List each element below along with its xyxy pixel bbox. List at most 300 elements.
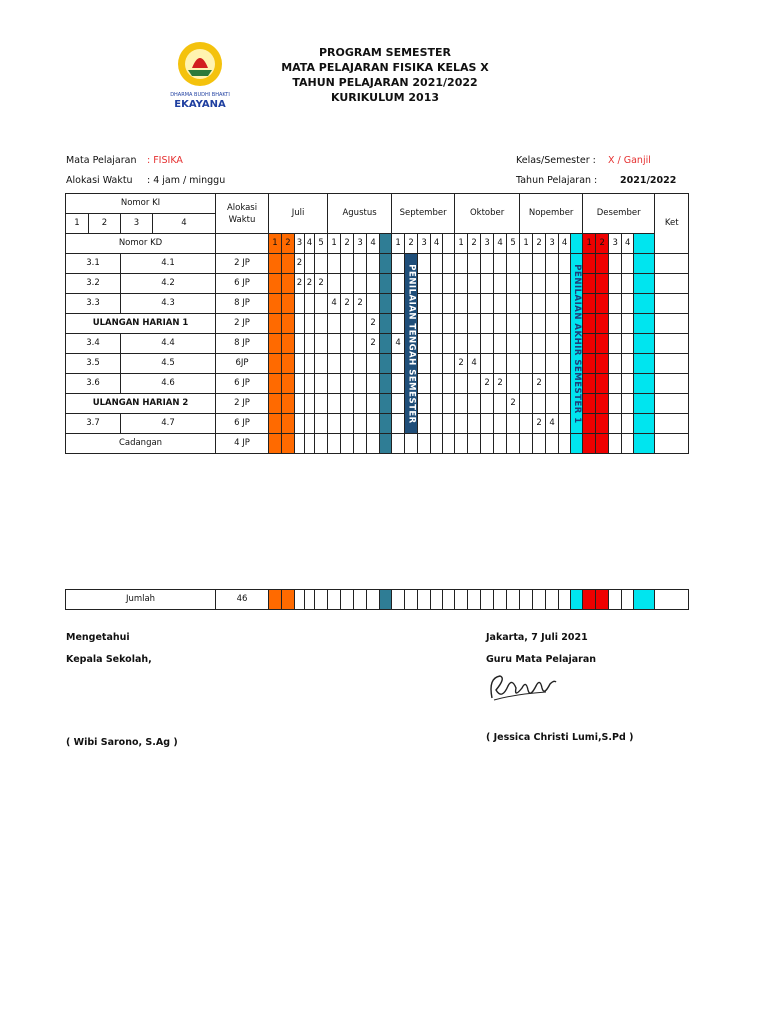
week-cell [282,434,295,454]
week-cell [367,254,380,274]
week-cell [392,274,405,294]
header-row-1 [66,194,689,214]
week-cell [546,294,559,314]
week-cell [328,354,341,374]
week-cell [596,354,609,374]
week-cell [609,434,622,454]
week-cell [455,334,468,354]
week-cell [431,354,443,374]
week-cell [443,274,455,294]
week-cell [507,354,520,374]
week-cell [431,394,443,414]
week-cell [367,590,380,610]
week-cell [282,334,295,354]
table-row [66,274,689,294]
week-cell: 1 [392,234,405,254]
kd3-cell: 3.2 [66,274,121,294]
week-cell: 2 [455,354,468,374]
week-cell [443,334,455,354]
week-cell [341,374,354,394]
week-cell [546,590,559,610]
week-cell [481,254,494,274]
week-cell [328,434,341,454]
month-header-september: September [392,194,455,234]
school-logo [170,40,230,112]
table-row [66,354,689,374]
month-header-nopember: Nopember [520,194,583,234]
week-cell [609,374,622,394]
kd4-cell: 4.5 [121,354,216,374]
week-cell [380,274,392,294]
week-cell [520,334,533,354]
week-cell [431,294,443,314]
week-cell: 1 [269,234,282,254]
row-label: ULANGAN HARIAN 1 [66,314,216,334]
week-cell [282,254,295,274]
week-cell [328,314,341,334]
week-cell [583,354,596,374]
jumlah-table [65,589,689,610]
week-cell: 2 [295,274,305,294]
week-cell: 4 [494,234,507,254]
week-cell [583,590,596,610]
week-cell [380,354,392,374]
week-cell [443,294,455,314]
week-cell [269,314,282,334]
week-cell [367,414,380,434]
week-cell [392,434,405,454]
jumlah-label: Jumlah [66,590,216,610]
week-cell [315,394,328,414]
week-cell [269,394,282,414]
week-cell: 2 [507,394,520,414]
month-header-juli: Juli [269,194,328,234]
header-subject: MATA PELAJARAN FISIKA KELAS X [281,61,489,74]
week-cell [468,314,481,334]
week-cell: 2 [341,294,354,314]
program-table [65,193,689,454]
week-cell [392,314,405,334]
week-cell: 3 [481,234,494,254]
tahun-value: 2021/2022 [620,175,677,186]
alokasi-cell: 6JP [216,354,269,374]
week-cell [481,414,494,434]
week-cell [546,314,559,334]
alokasi-cell: 2 JP [216,394,269,414]
week-cell [455,434,468,454]
week-cell [431,374,443,394]
week-cell [455,590,468,610]
week-cell [520,314,533,334]
week-cell [533,294,546,314]
week-cell [533,434,546,454]
week-cell [341,334,354,354]
week-cell: 2 [494,374,507,394]
week-cell [269,374,282,394]
kd4-cell: 4.2 [121,274,216,294]
week-cell [295,294,305,314]
ket-cell [655,590,689,610]
week-cell [269,334,282,354]
week-cell [380,394,392,414]
week-cell [507,590,520,610]
week-cell [269,274,282,294]
week-cell [380,590,392,610]
alokasi-cell: 2 JP [216,254,269,274]
week-cell [609,394,622,414]
week-cell [341,590,354,610]
week-cell [546,354,559,374]
week-cell [341,394,354,414]
week-cell [305,254,315,274]
week-cell [282,414,295,434]
alokasi-cell: 8 JP [216,294,269,314]
week-cell [520,394,533,414]
week-cell [559,354,571,374]
week-cell [494,254,507,274]
week-cell [405,590,418,610]
week-cell [380,414,392,434]
alokasi-header: Alokasi Waktu [216,194,269,234]
week-cell [596,374,609,394]
week-cell [634,294,655,314]
week-cell [559,374,571,394]
alokasi-cell: 6 JP [216,374,269,394]
kd3-cell: 3.6 [66,374,121,394]
week-cell [354,414,367,434]
week-cell [559,414,571,434]
week-cell [354,434,367,454]
week-cell [269,434,282,454]
week-cell [315,334,328,354]
week-cell: 4 [392,334,405,354]
week-cell [481,314,494,334]
week-cell: 3 [546,234,559,254]
pts-label: PENILAIAN TENGAH SEMESTER [406,263,417,424]
week-cell: 4 [305,234,315,254]
week-cell [295,374,305,394]
week-cell: 2 [295,254,305,274]
week-cell [507,314,520,334]
ki-1: 1 [66,214,89,234]
week-cell [305,394,315,414]
week-cell [571,434,583,454]
week-cell [520,274,533,294]
week-cell: 1 [520,234,533,254]
week-cell [583,274,596,294]
week-cell [481,294,494,314]
week-cell [455,294,468,314]
week-cell: 3 [295,234,305,254]
week-cell [431,274,443,294]
week-cell [533,314,546,334]
week-cell [622,294,634,314]
table-row [66,414,689,434]
week-cell [367,434,380,454]
alokasi-cell: 4 JP [216,434,269,454]
week-cell: 2 [367,314,380,334]
week-cell [481,334,494,354]
kd3-cell: 3.1 [66,254,121,274]
week-cell [354,374,367,394]
table-row [66,294,689,314]
week-cell [634,434,655,454]
week-cell [354,334,367,354]
header-title: PROGRAM SEMESTER [319,46,451,59]
week-cell [494,590,507,610]
mengetahui-text: Mengetahui [66,632,130,643]
week-cell [468,334,481,354]
week-cell [282,590,295,610]
week-cell [315,374,328,394]
week-cell [341,354,354,374]
week-cell [546,434,559,454]
week-cell [596,590,609,610]
alokasi-cell: 6 JP [216,414,269,434]
ket-cell [655,254,689,274]
week-cell [418,334,431,354]
kd3-cell: 3.7 [66,414,121,434]
week-cell [481,274,494,294]
week-cell [546,394,559,414]
pts-block [405,254,418,434]
week-cell [418,314,431,334]
week-cell: 2 [305,274,315,294]
week-cell [328,414,341,434]
week-cell [295,590,305,610]
alokasi-week-blank [216,234,269,254]
week-cell [622,590,634,610]
week-cell: 4 [468,354,481,374]
month-header-oktober: Oktober [455,194,520,234]
nomor-ki-header: Nomor KI [66,194,216,214]
week-cell [315,254,328,274]
week-cell [494,434,507,454]
week-cell [282,374,295,394]
week-cell: 3 [354,234,367,254]
week-cell [634,414,655,434]
week-cell [315,294,328,314]
week-cell [455,254,468,274]
week-cell [443,254,455,274]
week-cell [622,354,634,374]
week-cell [341,434,354,454]
week-cell: 4 [622,234,634,254]
table-row [66,334,689,354]
week-cell: 4 [367,234,380,254]
week-cell [295,314,305,334]
week-cell [622,414,634,434]
ket-cell [655,334,689,354]
logo-big-text: EKAYANA [174,99,226,110]
week-cell [609,354,622,374]
week-cell [354,590,367,610]
week-cell [634,374,655,394]
week-cell [533,590,546,610]
week-cell [354,394,367,414]
week-cell [354,354,367,374]
week-cell [634,354,655,374]
week-cell [431,334,443,354]
week-cell [559,434,571,454]
ket-cell [655,314,689,334]
week-cell [494,294,507,314]
week-cell [507,294,520,314]
week-cell [315,414,328,434]
place-date: Jakarta, 7 Juli 2021 [486,632,588,643]
week-cell [481,434,494,454]
week-cell [596,254,609,274]
week-cell [609,414,622,434]
week-cell [583,334,596,354]
week-cell [622,434,634,454]
week-cell [609,590,622,610]
week-cell [418,254,431,274]
week-cell [481,354,494,374]
week-cell [622,314,634,334]
week-cell [622,394,634,414]
week-cell [305,434,315,454]
week-cell: 5 [315,234,328,254]
week-cell [295,394,305,414]
week-cell [520,414,533,434]
week-cell: 2 [533,414,546,434]
week-cell [533,394,546,414]
week-cell: 2 [468,234,481,254]
week-cell [380,294,392,314]
week-cell [507,414,520,434]
week-cell [571,234,583,254]
week-cell [622,334,634,354]
week-cell [583,314,596,334]
week-cell [418,274,431,294]
week-cell [354,314,367,334]
week-cell [520,354,533,374]
ket-header: Ket [655,194,689,254]
kd3-cell: 3.4 [66,334,121,354]
week-cell [481,394,494,414]
week-cell [315,314,328,334]
week-cell [494,394,507,414]
week-cell [609,274,622,294]
week-cell [305,374,315,394]
week-cell [583,434,596,454]
week-cell [468,434,481,454]
jumlah-row [66,590,689,610]
week-cell [443,354,455,374]
week-cell [418,414,431,434]
alokasi-value: : 4 jam / minggu [147,175,226,186]
week-cell [546,254,559,274]
week-cell [520,294,533,314]
week-cell [380,334,392,354]
week-cell [305,314,315,334]
week-cell [282,314,295,334]
week-row [66,234,689,254]
week-cell [533,334,546,354]
kelas-label: Kelas/Semester : [516,155,596,166]
week-cell [341,314,354,334]
week-cell [367,274,380,294]
week-cell [443,314,455,334]
week-cell [533,254,546,274]
week-cell [520,254,533,274]
week-cell [295,414,305,434]
pas-label: PENILAIAN AKHIR SEMESTER 1 [572,263,583,424]
week-cell [380,374,392,394]
week-cell [507,274,520,294]
week-cell: 4 [328,294,341,314]
week-cell: 2 [282,234,295,254]
week-cell: 2 [341,234,354,254]
logo-small-text: DHARMA BUDHI BHAKTI [170,92,230,98]
week-cell [559,254,571,274]
week-cell [559,334,571,354]
week-cell [431,314,443,334]
week-cell [392,354,405,374]
week-cell [609,254,622,274]
week-cell: 2 [533,234,546,254]
week-cell [431,590,443,610]
jumlah-value: 46 [216,590,269,610]
week-cell [520,590,533,610]
week-cell: 3 [609,234,622,254]
week-cell: 2 [315,274,328,294]
ket-cell [655,294,689,314]
tahun-label: Tahun Pelajaran : [516,175,598,186]
week-cell [341,414,354,434]
table-row [66,434,689,454]
ket-cell [655,434,689,454]
table-row [66,314,689,334]
kd4-cell: 4.3 [121,294,216,314]
week-cell [443,590,455,610]
week-cell [634,334,655,354]
week-cell [622,374,634,394]
week-cell [443,234,455,254]
kd3-cell: 3.3 [66,294,121,314]
week-cell [520,374,533,394]
week-cell [494,274,507,294]
week-cell [405,434,418,454]
week-cell [559,394,571,414]
week-cell [392,414,405,434]
week-cell [520,434,533,454]
week-cell [269,414,282,434]
week-cell [468,414,481,434]
week-cell [282,274,295,294]
row-label: Cadangan [66,434,216,454]
week-cell [481,590,494,610]
ki-4: 4 [153,214,216,234]
week-cell [443,394,455,414]
week-cell [533,354,546,374]
table-row [66,254,689,274]
week-cell [282,294,295,314]
week-cell: 2 [533,374,546,394]
week-cell [455,314,468,334]
week-cell: 4 [431,234,443,254]
week-cell [559,294,571,314]
alokasi-label: Alokasi Waktu [66,175,133,186]
week-cell [468,374,481,394]
week-cell [622,274,634,294]
week-cell [583,254,596,274]
week-cell [596,434,609,454]
week-cell [468,394,481,414]
month-header-agustus: Agustus [328,194,392,234]
week-cell [418,394,431,414]
